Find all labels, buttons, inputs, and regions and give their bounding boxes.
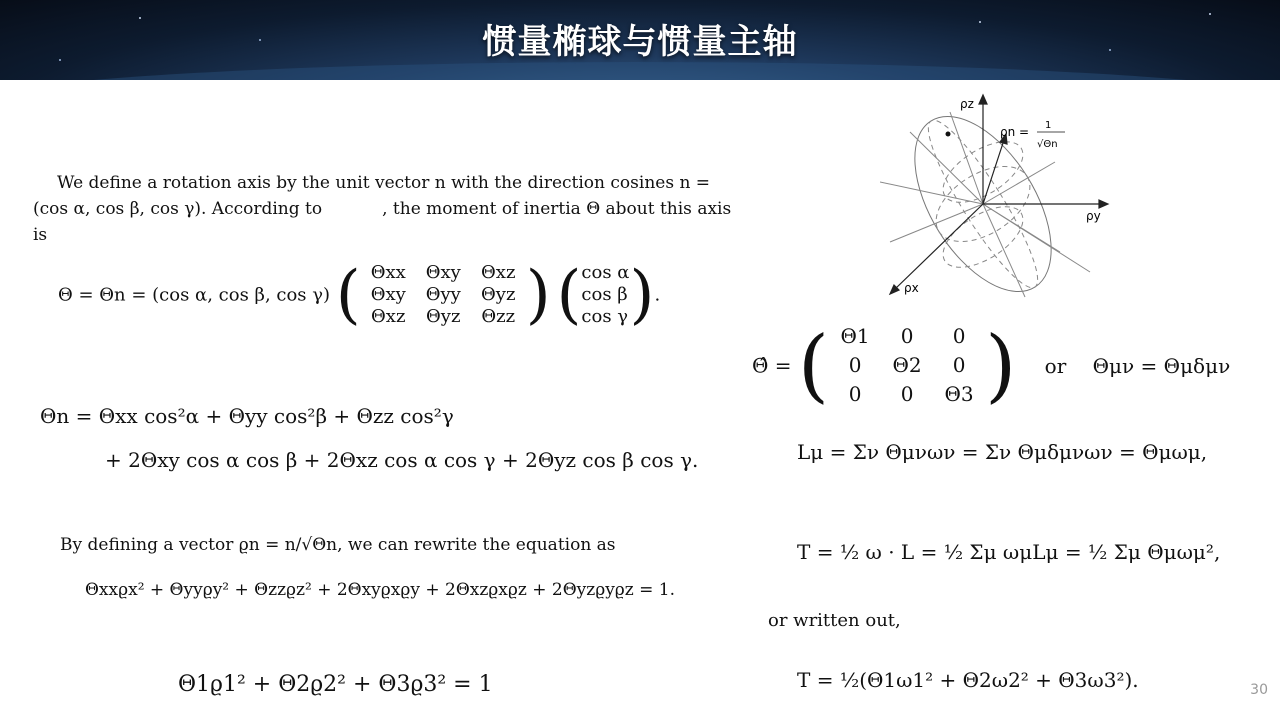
rho-definition-text: By defining a vector ϱn = n/√Θn, we can rewrite the equation as [60,535,616,555]
written-out-text: or written out, [768,610,901,631]
intro-paragraph [33,170,733,248]
matrix-cell: Θxy [370,284,406,305]
matrix-cell: 0 [848,353,862,377]
rho-n-numerator: 1 [1045,120,1052,131]
matrix-cell: Θxy [425,262,461,283]
title-banner [0,0,1280,80]
matrix-cell: Θyy [425,284,461,305]
page-number: 30 [1250,682,1268,698]
axis-x-label: ρx [904,281,919,295]
matrix-cell: Θzz [481,306,516,327]
vector-entry: cos β [581,284,628,305]
intro-line-3: is [33,225,48,245]
principal-ellipsoid-equation: Θ1ϱ1² + Θ2ϱ2² + Θ3ϱ3² = 1 [178,672,493,697]
matrix-row [829,322,985,351]
vector-entry: cos γ [581,306,629,327]
ellipsoid-equation: Θxxϱx² + Θyyϱy² + Θzzϱz² + 2Θxyϱxϱy + 2Θxzϱxϱz + 2Θyzϱyϱz = 1. [85,580,676,600]
cos-vector [581,262,629,328]
matrix-cell: 0 [952,324,966,348]
rho-n-denominator: √Θn [1037,139,1058,150]
or-word: or [1044,353,1067,378]
diagonal-index-form: Θμν = Θμδμν [1092,353,1231,378]
intro-line-2 [33,196,733,222]
kinetic-energy-expanded: T = ½(Θ1ω1² + Θ2ω2² + Θ3ω3²). [797,668,1139,692]
matrix-cell: 0 [900,324,914,348]
intro-line-2a: (cos α, cos β, cos γ). According to [33,199,323,219]
matrix-cell: Θyz [481,284,516,305]
axis-y-label: ρy [1086,209,1101,223]
matrix-cell: Θxx [370,262,406,283]
slide-title: 惯量椭球与惯量主轴 [482,22,798,62]
intro-line-2b: , the moment of inertia Θ about this axis [382,199,732,219]
matrix-cell: Θ3 [944,382,974,406]
matrix-cell: Θ1 [840,324,870,348]
matrix-row [361,262,526,284]
expansion-line-2: + 2Θxy cos α cos β + 2Θxz cos α cos γ + 2Θyz cos β cos γ. [105,448,699,472]
diagonal-matrix [829,322,985,409]
axis-z-label: ρz [960,97,974,111]
matrix-row [361,306,526,328]
inertia-ellipsoid-figure [880,92,1120,307]
matrix-cell: 0 [848,382,862,406]
tensor-lhs: Θ = Θn = (cos α, cos β, cos γ) [58,284,331,306]
matrix-row [829,351,985,380]
diagonal-tensor-equation: Θ̂ = ( Θ1 0 0 0 Θ2 0 0 0 Θ3 ) or Θμν = Θμδμν [752,318,1231,412]
inertia-tensor-equation: Θ = Θn = (cos α, cos β, cos γ) ( Θxx Θxy Θxz Θxy Θyy Θyz Θxz Θyz Θzz ) ( cos α cos β cos γ ). [58,258,661,332]
matrix-row [361,284,526,306]
kinetic-energy-equation: T = ½ ω · L = ½ Σμ ωμLμ = ½ Σμ Θμωμ², [797,540,1221,564]
vector-entry: cos α [581,262,630,283]
matrix-cell: 0 [900,382,914,406]
matrix-cell: Θ2 [892,353,922,377]
matrix-cell: Θxz [481,262,516,283]
matrix-cell: Θyz [426,306,461,327]
theta-matrix [361,262,526,328]
matrix-cell: Θxz [371,306,406,327]
matrix-row [829,380,985,409]
angular-momentum-equation: Lμ = Σν Θμνων = Σν Θμδμνων = Θμωμ, [797,440,1208,464]
expansion-line-1: Θn = Θxx cos²α + Θyy cos²β + Θzz cos²γ [40,404,454,428]
rho-n-label: ρn = [1000,125,1030,139]
matrix-cell: 0 [952,353,966,377]
intro-line-1: We define a rotation axis by the unit vector n with the direction cosines n = [57,173,711,193]
